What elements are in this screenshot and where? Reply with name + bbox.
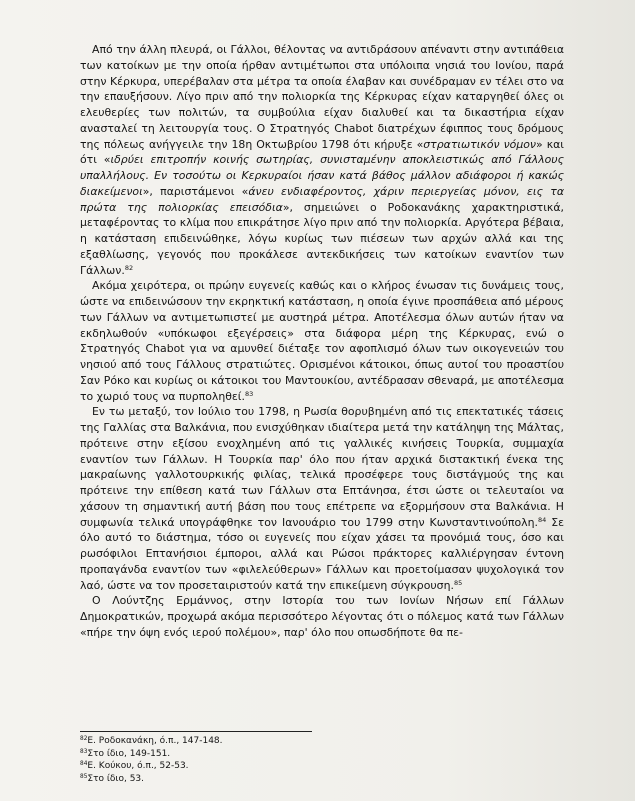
text-run: », σημειώνει ο Ροδοκανάκης χαρακτηριστικά, μεταφέροντας το κλίμα που επικράτησε λίγο πριν από την πολιορκία. Αργότερα βέβαια, η κατάσταση επιδεινώθηκε, λόγω κυρίως των πιέσεων των αρχών αλλά και της εξαθλίωσης, γεγονός που προκάλεσε αντεκδικήσεις των κατοίκων εναντίον των Γάλλων. xyxy=(80,200,564,277)
text-run: Από την άλλη πλευρά, οι Γάλλοι, θέλοντας να αντιδράσουν απέναντι στην αντιπάθεια των κατοίκων με την οποία ήρθαν αντιμέτωποι στα υπόλοιπα νησιά του Ιονίου, παρά στην Κέρκυρα, υπερέβαλαν στα μέτρα τα οποία έλαβαν και συνέδραμαν εν τέλει στο να την επαυξήσουν. Λίγο πριν από την πολιορκία της Κέρκυρας είχαν καταργηθεί όλες οι ελευθερίες των πολιτών, τα συμβούλια είχαν διαλυθεί και τα δικαστήρια είχαν ανασταλεί τη λειτουργία τους. Ο Στρατηγός Chabot διατρέχων έφιππος τους δρόμους της πόλεως ανήγγειλε την 18η Οκτωβρίου 1798 ότι κήρυξε « xyxy=(80,43,564,151)
footnotes xyxy=(80,735,560,786)
text-run: Ο Λούντζης Ερμάννος, στην Ιστορία του των Ιονίων Νήσων επί Γάλλων Δημοκρατικών, προχωρά ακόμα περισσότερο λέγοντας ότι ο πόλεμος κατά των Γάλλων «πήρε την όψη ενός ιερού πολέμου», παρ' όλο που οπωσδήποτε θα πε- xyxy=(80,594,564,639)
note-reference: 82 xyxy=(124,263,134,272)
paragraph-4 xyxy=(80,593,564,640)
text-run: », παριστάμενοι « xyxy=(142,184,249,198)
note-reference: 85 xyxy=(453,578,463,587)
footnote-82 xyxy=(80,735,560,748)
footnote-separator xyxy=(80,731,312,732)
footnote-84 xyxy=(80,760,560,773)
note-reference: 83 xyxy=(244,389,254,398)
text-run: Σε όλο αυτό το διάστημα, τόσο οι ευγενείς που είχαν χάσει τα προνόμιά τους, όσο και ρωσόφιλοι Επτανήσιοι έμποροι, αλλά και Ρώσοι πράκτορες καλλιέργησαν έντονη προπαγάνδα εναντίον των «φιλελεύθερων» Γάλλων και προετοίμασαν ψυχολογικά τον λαό, ώστε να τον προσεταιριστούν κατά την επικείμενη σύγκρουση. xyxy=(80,515,564,592)
footnote-text: Στο ίδιο, 53. xyxy=(87,774,145,785)
main-text xyxy=(80,42,564,641)
footnote-text: Ε. Ροδοκανάκη, ό.π., 147-148. xyxy=(87,736,223,746)
italic-quote: ιδρύει επιτροπήν κοινής σωτηρίας, συνισταμένην αποκλειστικώς από Γάλλους υπαλλήλους. Εν τοσούτω οι Κερκυραίοι ήσαν κατά βάθος μάλλον αδιάφοροι ή κακώς διακείμενοι xyxy=(80,153,564,198)
footnote-number: 84 xyxy=(80,761,88,768)
italic-quote: στρατιωτικόν νόμον xyxy=(423,137,537,151)
paragraph-3 xyxy=(80,404,564,593)
footnote-number: 83 xyxy=(80,748,88,755)
note-reference: 84 xyxy=(537,515,547,524)
footnote-85 xyxy=(80,773,560,786)
footnote-83 xyxy=(80,748,560,761)
italic-quote: άνευ ενδιαφέροντος, χάριν περιεργείας μόνον, εις τα πρώτα της πολιορκίας επεισόδια xyxy=(80,184,564,214)
footnote-number: 85 xyxy=(80,774,88,781)
text-run: Εν τω μεταξύ, τον Ιούλιο του 1798, η Ρωσία θορυβημένη από τις επεκτατικές τάσεις της Γαλλίας στα Βαλκάνια, που ενισχύθηκαν ιδιαίτερα μετά την κατάληψη της Μάλτας, πρότεινε στην εξίσου ενοχλημένη από τις γαλλικές κινήσεις Τουρκία, συμμαχία εναντίον των Γάλλων. Η Τουρκία παρ' όλο που ήταν αρχικά διστακτική ένεκα της μακραίωνης γαλλοτουρκικής φιλίας, τελικά προσέφερε τους διστάγμούς της και πρότεινε την επίθεση κατά των Γάλλων στα Επτάνησα, έτσι ώστε οι τελευταίοι να χάσουν τη σημαντική αυτή βάση που τους επέτρεπε να εξορμήσουν στα Βαλκάνια. Η συμφωνία τελικά υπογράφθηκε τον Ιανουάριο του 1799 στην Κωνσταντινούπολη. xyxy=(80,405,564,529)
footnote-number: 82 xyxy=(80,736,88,742)
paragraph-2 xyxy=(80,278,564,404)
footnote-text: Στο ίδιο, 149-151. xyxy=(87,748,171,759)
text-run: » και ότι « xyxy=(80,137,564,167)
text-run: Ακόμα χειρότερα, οι πρώην ευγενείς καθώς και ο κλήρος ένωσαν τις δυνάμεις τους, ώστε να επιδεινώσουν την εκρηκτική κατάσταση, η οποία έγινε προσπάθεια από μέρους των Γάλλων να αντιμετωπιστεί με αυστηρά μέτρα. Αποτέλεσμα όλων αυτών ήταν να εκδηλωθούν «υπόκωφοι εξεγέρσεις» στα διάφορα μέρη της Κέρκυρας, ενώ ο Στρατηγός Chabot για να αμυνθεί διέταξε τον αφοπλισμό όλων των οικογενειών του νησιού από τους Γάλλους στρατιώτες. Ορισμένοι κάτοικοι, όπως αυτοί του προαστίου Σαν Ρόκο και κυρίως οι κάτοικοι του Μαντουκίου, αντέδρασαν σθεναρά, με αποτέλεσμα το χωριό τους να πυρποληθεί. xyxy=(80,279,564,403)
footnote-text: Ε. Κούκου, ό.π., 52-53. xyxy=(87,761,189,772)
paragraph-1 xyxy=(80,42,564,278)
